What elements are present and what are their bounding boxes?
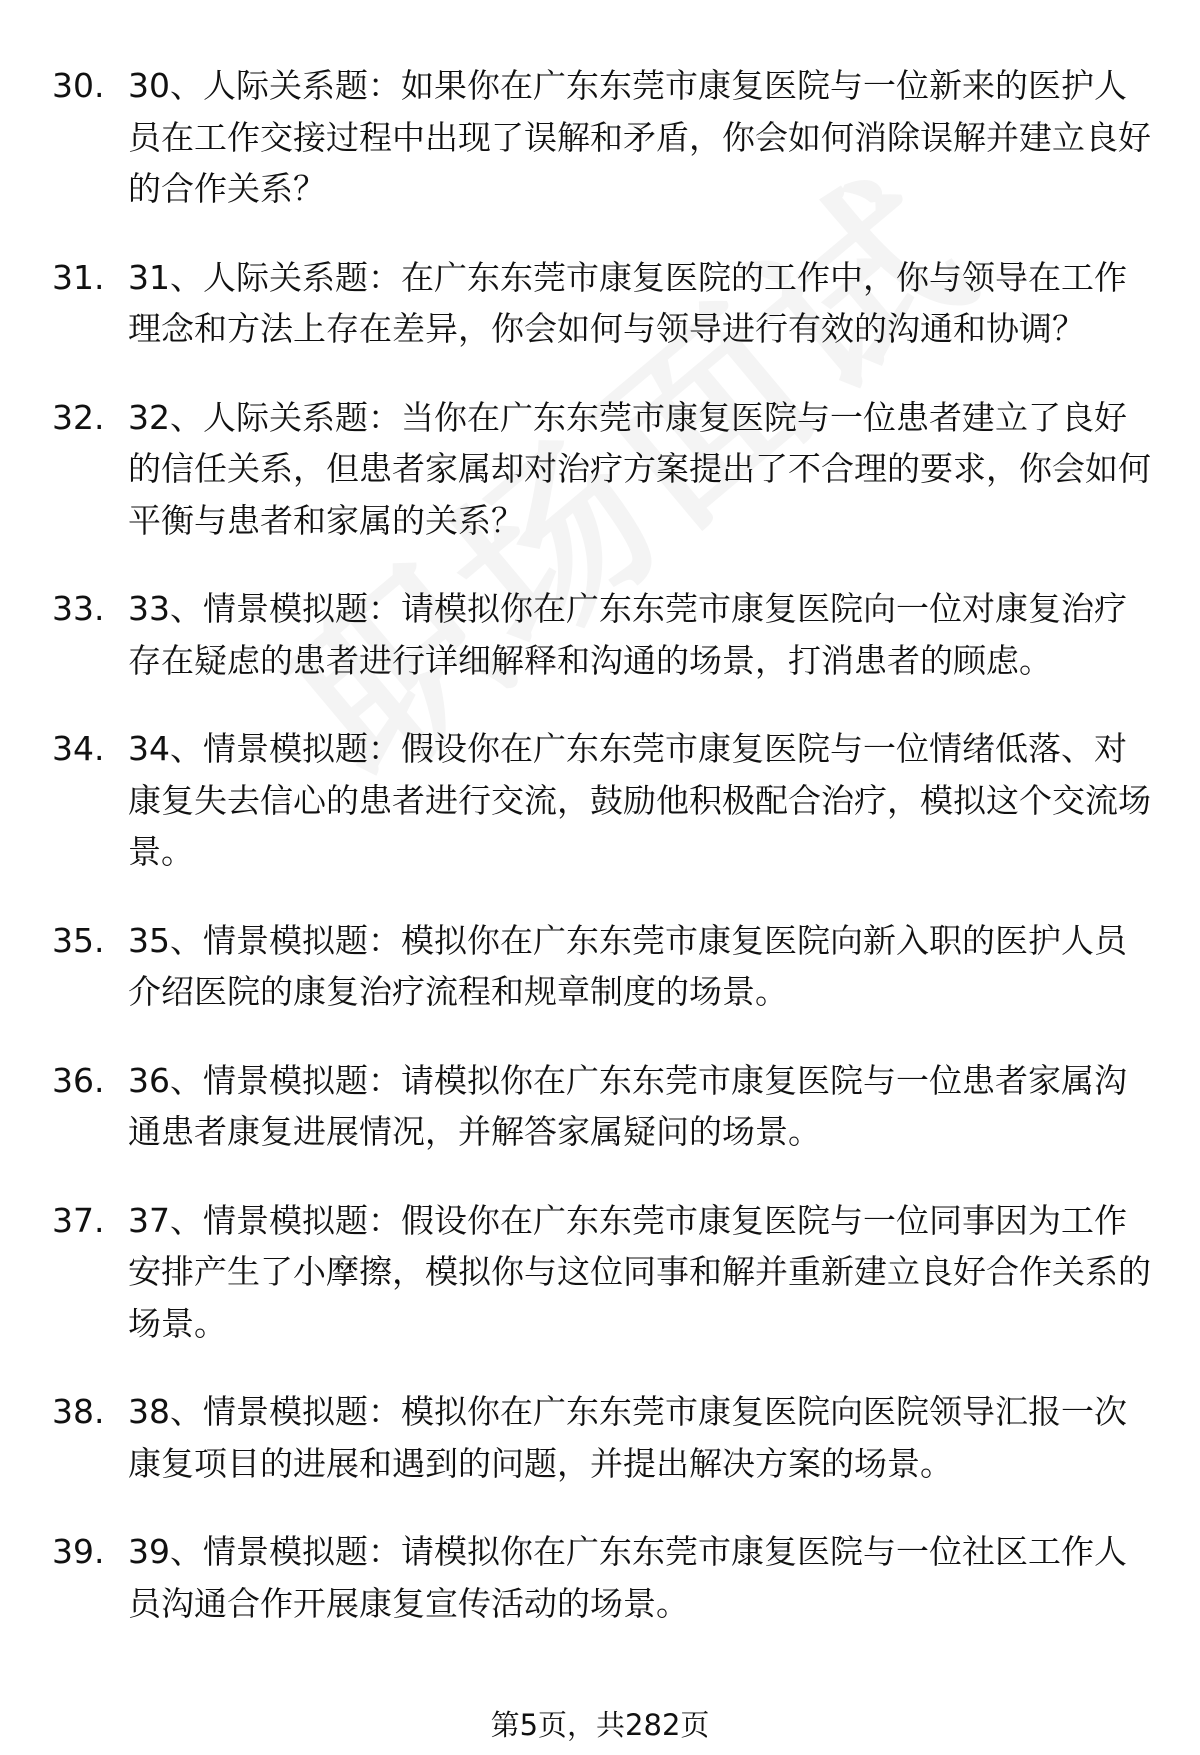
question-item — [0, 1526, 1200, 1629]
question-item — [0, 252, 1200, 355]
question-item — [0, 60, 1200, 215]
question-text: 32、人际关系题：当你在广东东莞市康复医院与一位患者建立了良好的信任关系，但患者家属却对治疗方案提出了不合理的要求，你会如何平衡与患者和家属的关系？ — [128, 397, 1151, 540]
question-text: 37、情景模拟题：假设你在广东东莞市康复医院与一位同事因为工作安排产生了小摩擦，模拟你与这位同事和解并重新建立良好合作关系的场景。 — [128, 1200, 1151, 1343]
question-number: 36. — [52, 1060, 105, 1100]
question-number: 31. — [52, 257, 105, 297]
question-number: 38. — [52, 1392, 105, 1431]
question-number: 39. — [52, 1532, 105, 1571]
question-item — [0, 723, 1200, 878]
question-item — [0, 1195, 1200, 1350]
question-item — [0, 583, 1200, 686]
question-number: 32. — [52, 397, 105, 437]
question-text: 30、人际关系题：如果你在广东东莞市康复医院与一位新来的医护人员在工作交接过程中出现了误解和矛盾，你会如何消除误解并建立良好的合作关系？ — [128, 66, 1151, 208]
question-item — [0, 1055, 1200, 1158]
question-number: 35. — [52, 920, 105, 960]
question-text: 35、情景模拟题：模拟你在广东东莞市康复医院向新入职的医护人员介绍医院的康复治疗流程和规章制度的场景。 — [128, 920, 1127, 1011]
question-text: 31、人际关系题：在广东东莞市康复医院的工作中，你与领导在工作理念和方法上存在差异，你会如何与领导进行有效的沟通和协调？ — [128, 257, 1127, 348]
question-number: 34. — [52, 729, 105, 768]
question-text: 36、情景模拟题：请模拟你在广东东莞市康复医院与一位患者家属沟通患者康复进展情况，并解答家属疑问的场景。 — [128, 1060, 1127, 1151]
question-list — [0, 60, 1200, 1666]
question-text: 34、情景模拟题：假设你在广东东莞市康复医院与一位情绪低落、对康复失去信心的患者进行交流，鼓励他积极配合治疗，模拟这个交流场景。 — [128, 729, 1151, 871]
question-text: 38、情景模拟题：模拟你在广东东莞市康复医院向医院领导汇报一次康复项目的进展和遇到的问题，并提出解决方案的场景。 — [128, 1392, 1127, 1483]
question-text: 39、情景模拟题：请模拟你在广东东莞市康复医院与一位社区工作人员沟通合作开展康复宣传活动的场景。 — [128, 1532, 1127, 1623]
question-text: 33、情景模拟题：请模拟你在广东东莞市康复医院向一位对康复治疗存在疑虑的患者进行详细解释和沟通的场景，打消患者的顾虑。 — [128, 589, 1127, 680]
question-number: 33. — [52, 589, 105, 628]
question-number: 37. — [52, 1200, 105, 1240]
question-item — [0, 1386, 1200, 1489]
question-item — [0, 915, 1200, 1018]
question-item — [0, 392, 1200, 547]
question-number: 30. — [52, 66, 105, 105]
page-footer: 第5页，共282页 — [490, 1708, 710, 1742]
